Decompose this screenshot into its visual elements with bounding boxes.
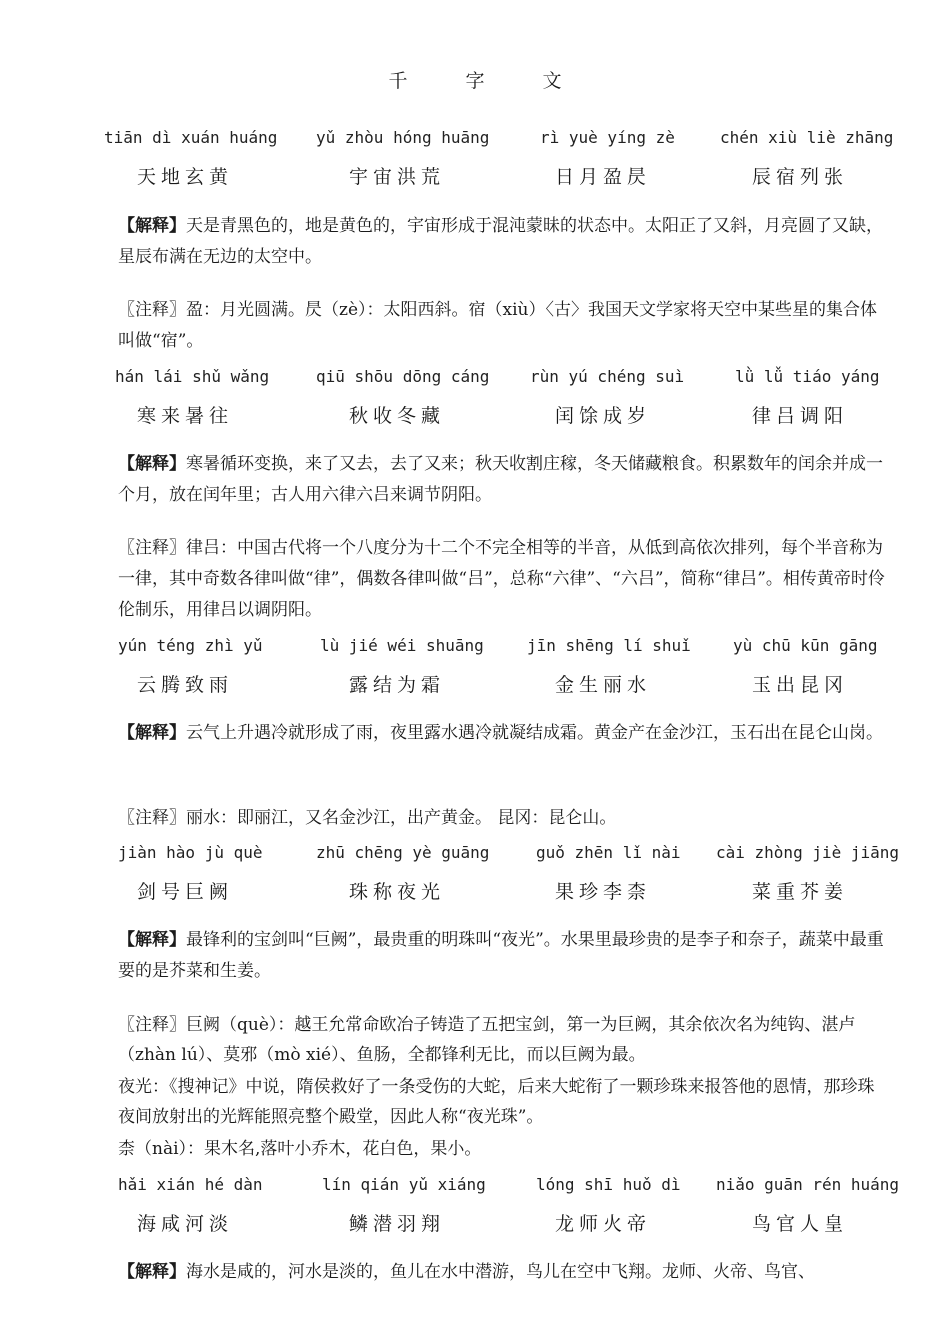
verse-phrase: 珠称夜光 xyxy=(349,881,446,903)
pinyin-line: lóng shī huǒ dì xyxy=(536,1175,681,1194)
note-paragraph: 夜光：《搜神记》中说，隋侯救好了一条受伤的大蛇，后来大蛇衔了一颗珍珠来报答他的恩情，那珍珠夜间放射出的光辉能照亮整个殿堂，因此人称“夜光珠”。 xyxy=(118,1077,875,1127)
pinyin-line: rì yuè yíng zè xyxy=(540,128,675,147)
explanation-text: 云气上升遇冷就形成了雨，夜里露水遇冷就凝结成霜。黄金产在金沙江，玉石出在昆仑山岗。 xyxy=(186,723,883,743)
explanation-paragraph xyxy=(118,211,888,273)
pinyin-line: niǎo guān rén huáng xyxy=(716,1175,900,1194)
verse-phrase: 露结为霜 xyxy=(349,674,446,696)
verse-phrase: 鸟官人皇 xyxy=(752,1213,849,1235)
pinyin-line: yǔ zhòu hóng huāng xyxy=(316,128,490,147)
explanation-text: 海水是咸的，河水是淡的，鱼儿在水中潜游，鸟儿在空中飞翔。龙师、火帝、鸟官、 xyxy=(186,1262,815,1282)
note-paragraph: 柰（nài）：果木名,落叶小乔木，花白色，果小。 xyxy=(118,1139,482,1159)
explanation-label: 【解释】 xyxy=(118,930,186,950)
explanation-paragraph xyxy=(118,1257,888,1288)
verse-phrase: 龙师火帝 xyxy=(555,1213,652,1235)
explanation-label: 【解释】 xyxy=(118,1262,186,1282)
verse-phrase: 剑号巨阙 xyxy=(137,881,234,903)
pinyin-line: hǎi xián hé dàn xyxy=(118,1175,263,1194)
pinyin-line: lù jié wéi shuāng xyxy=(320,636,484,655)
verse-phrase: 宇宙洪荒 xyxy=(349,166,446,188)
verse-phrase: 日月盈昃 xyxy=(555,166,652,188)
verse-phrase: 金生丽水 xyxy=(555,674,652,696)
explanation-label: 【解释】 xyxy=(118,454,186,474)
explanation-label: 【解释】 xyxy=(118,723,186,743)
verse-phrase: 菜重芥姜 xyxy=(752,881,849,903)
verse-phrase: 秋收冬藏 xyxy=(349,405,446,427)
pinyin-line: tiān dì xuán huáng xyxy=(104,128,278,147)
note-paragraph: 〖注释〗盈：月光圆满。昃（zè）：太阳西斜。宿（xiù）〈古〉我国天文学家将天空中某些星的集合体叫做“宿”。 xyxy=(118,300,877,351)
explanation-text: 寒暑循环变换，来了又去，去了又来；秋天收割庄稼，冬天储藏粮食。积累数年的闰余并成一个月，放在闰年里；古人用六律六吕来调节阴阳。 xyxy=(118,454,883,505)
pinyin-line: jīn shēng lí shuǐ xyxy=(527,636,691,655)
page-title: 千 字 文 xyxy=(388,70,588,92)
pinyin-line: jiàn hào jù què xyxy=(118,843,263,862)
explanation-paragraph xyxy=(118,718,888,749)
note-paragraph: 〖注释〗丽水：即丽江，又名金沙江，出产黄金。 昆冈：昆仑山。 xyxy=(118,808,617,828)
verse-phrase: 鳞潜羽翔 xyxy=(349,1213,446,1235)
verse-phrase: 寒来暑往 xyxy=(137,405,234,427)
pinyin-line: rùn yú chéng suì xyxy=(530,367,685,386)
pinyin-line: cài zhòng jiè jiāng xyxy=(716,843,900,862)
verse-phrase: 云腾致雨 xyxy=(137,674,234,696)
explanation-label: 【解释】 xyxy=(118,216,186,236)
pinyin-line: guǒ zhēn lǐ nài xyxy=(536,843,681,862)
explanation-paragraph xyxy=(118,925,888,987)
verse-phrase: 玉出昆冈 xyxy=(752,674,849,696)
note-paragraph: 〖注释〗巨阙（què）：越王允常命欧冶子铸造了五把宝剑，第一为巨阙，其余依次名为纯钩、湛卢（zhàn lú）、莫邪（mò xié）、鱼肠，全都锋利无比，而以巨阙为最。 xyxy=(118,1015,856,1065)
explanation-text: 最锋利的宝剑叫“巨阙”，最贵重的明珠叫“夜光”。水果里最珍贵的是李子和奈子，蔬菜中最重要的是芥菜和生姜。 xyxy=(118,930,884,981)
pinyin-line: zhū chēng yè guāng xyxy=(316,843,490,862)
pinyin-line: qiū shōu dōng cáng xyxy=(316,367,490,386)
pinyin-line: hán lái shǔ wǎng xyxy=(115,367,270,386)
explanation-text: 天是青黑色的，地是黄色的，宇宙形成于混沌蒙昧的状态中。太阳正了又斜，月亮圆了又缺，星辰布满在无边的太空中。 xyxy=(118,216,883,267)
verse-phrase: 律吕调阳 xyxy=(752,405,849,427)
explanation-paragraph xyxy=(118,449,888,511)
verse-phrase: 天地玄黄 xyxy=(137,166,234,188)
note-paragraph: 〖注释〗律吕：中国古代将一个八度分为十二个不完全相等的半音，从低到高依次排列，每个半音称为一律，其中奇数各律叫做“律”，偶数各律叫做“吕”，总称“六律”、“六吕”，简称“律吕”。相传黄帝时伶伦制乐，用律吕以调阴阳。 xyxy=(118,538,885,620)
verse-phrase: 海咸河淡 xyxy=(137,1213,234,1235)
verse-phrase: 果珍李柰 xyxy=(555,881,652,903)
verse-phrase: 闰馀成岁 xyxy=(555,405,652,427)
pinyin-line: yù chū kūn gāng xyxy=(733,636,878,655)
pinyin-line: chén xiù liè zhāng xyxy=(720,128,894,147)
verse-phrase: 辰宿列张 xyxy=(752,166,849,188)
pinyin-line: lín qián yǔ xiáng xyxy=(322,1175,486,1194)
pinyin-line: yún téng zhì yǔ xyxy=(118,636,263,655)
pinyin-line: lǜ lǚ tiáo yáng xyxy=(735,367,880,386)
